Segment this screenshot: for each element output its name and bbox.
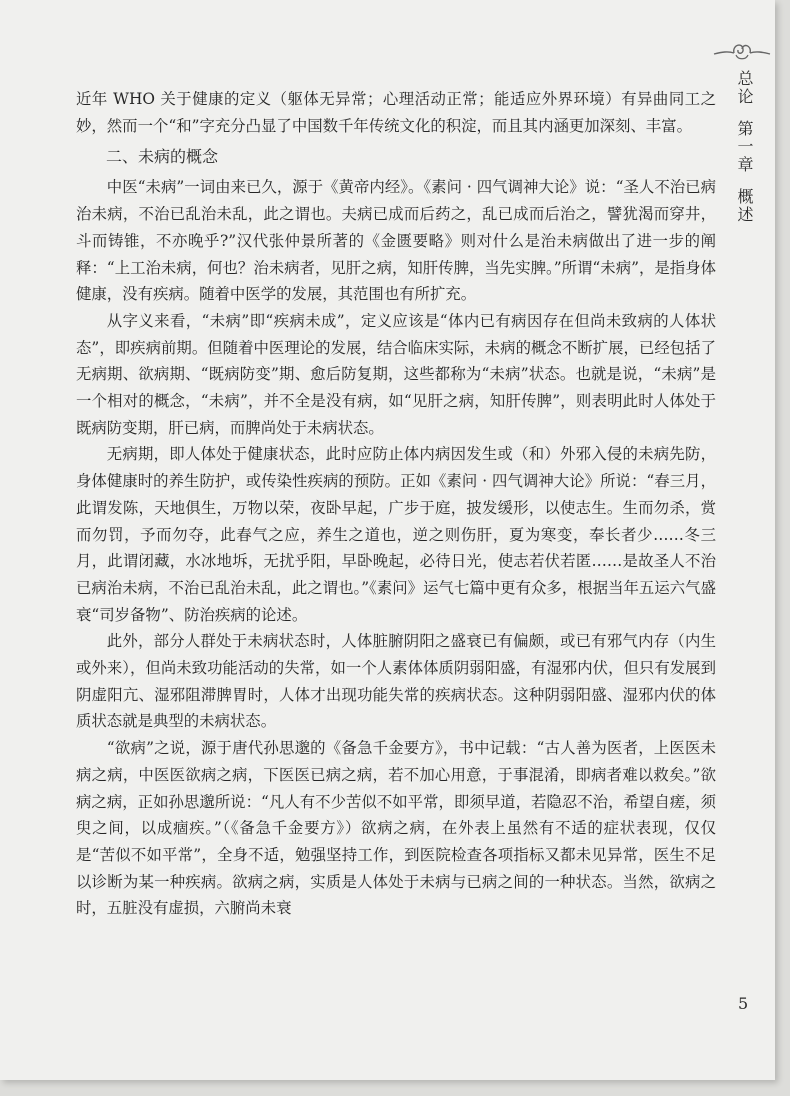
side-tab-part: 总论 bbox=[735, 70, 754, 106]
cloud-ornament-icon bbox=[712, 38, 772, 68]
paragraph-who-definition: 近年 WHO 关于健康的定义（躯体无异常；心理活动正常；能适应外界环境）有异曲同工之妙，然而一个“和”字充分凸显了中国数千年传统文化的积淀，而且其内涵更加深刻、丰富。 bbox=[76, 90, 716, 135]
paragraph-origin: 中医“未病”一词由来已久，源于《黄帝内经》。《素问 · 四气调神大论》说：“圣人不治已病治未病，不治已乱治未乱，此之谓也。夫病已成而后药之，乱已成而后治之，譬犹渴而穿井，斗而铸锥，不亦晚乎?”汉代张仲景所著的《金匮要略》则对什么是治未病做出了进一步的阐释：“上工治未病，何也？治未病者，见肝之病，知肝传脾，当先实脾。”所谓“未病”，是指身体健康，没有疾病。随着中医学的发展，其范围也有所扩充。 bbox=[76, 178, 716, 304]
chapter-side-tab bbox=[731, 70, 757, 224]
paragraph-pre-disease: “欲病”之说，源于唐代孙思邈的《备急千金要方》，书中记载：“古人善为医者，上医医未病之病，中医医欲病之病，下医医已病之病，若不加心用意，于事混淆，即病者难以救矣。”欲病之病，正如孙思邈所说：“凡人有不少苦似不如平常，即须早道，若隐忍不治，希望自瘥，须臾之间，以成痼疾。”（《备急千金要方》）欲病之病，在外表上虽然有不适的症状表现，仅仅是“苦似不如平常”，全身不适，勉强坚持工作，到医院检查各项指标又都未见异常，医生不足以诊断为某一种疾病。欲病之病，实质是人体处于未病与已病之间的一种状态。当然，欲病之时，五脏没有虚损，六腑尚未衰 bbox=[76, 739, 716, 918]
paragraph-definition: 从字义来看，“未病”即“疾病未成”，定义应该是“体内已有病因存在但尚未致病的人体状态”，即疾病前期。但随着中医理论的发展，结合临床实际，未病的概念不断扩展，已经包括了无病期、欲病期、“既病防变”期、愈后防复期，这些都称为“未病”状态。也就是说，“未病”是一个相对的概念，“未病”，并不全是没有病，如“见肝之病，知肝传脾”，则表明此时人体处于既病防变期，肝已病，而脾尚处于未病状态。 bbox=[76, 311, 716, 437]
side-tab-chapter: 第一章 bbox=[735, 120, 754, 174]
paragraph-no-disease-stage: 无病期，即人体处于健康状态，此时应防止体内病因发生或（和）外邪入侵的未病先防，身体健康时的养生防护，或传染性疾病的预防。正如《素问 · 四气调神大论》所说：“春三月，此谓发陈，天地俱生，万物以荣，夜卧早起，广步于庭，披发缓形，以使志生。生而勿杀，赏而勿罚，予而勿夺，此春气之应，养生之道也，逆之则伤肝，夏为寒变，奉长者少……冬三月，此谓闭藏，水冰地坼，无扰乎阳，早卧晚起，必待日光，使志若伏若匿……是故圣人不治已病治未病，不治已乱治未乱，此之谓也。”《素问》运气七篇中更有众多，根据当年五运六气盛衰“司岁备物”、防治疾病的论述。 bbox=[76, 445, 716, 624]
page-number: 5 bbox=[738, 994, 749, 1013]
page-body bbox=[76, 86, 716, 922]
paragraph-constitution: 此外，部分人群处于未病状态时，人体脏腑阴阳之盛衰已有偏颇，或已有邪气内存（内生或外来），但尚未致功能活动的失常，如一个人素体体质阴弱阳盛，有湿邪内伏，但只有发展到阴虚阳亢、湿邪阻滞脾胃时，人体才出现功能失常的疾病状态。这种阴弱阳盛、湿邪内伏的体质状态就是典型的未病状态。 bbox=[76, 632, 716, 731]
side-tab-title: 概述 bbox=[735, 188, 754, 224]
section-heading: 二、未病的概念 bbox=[106, 147, 219, 167]
